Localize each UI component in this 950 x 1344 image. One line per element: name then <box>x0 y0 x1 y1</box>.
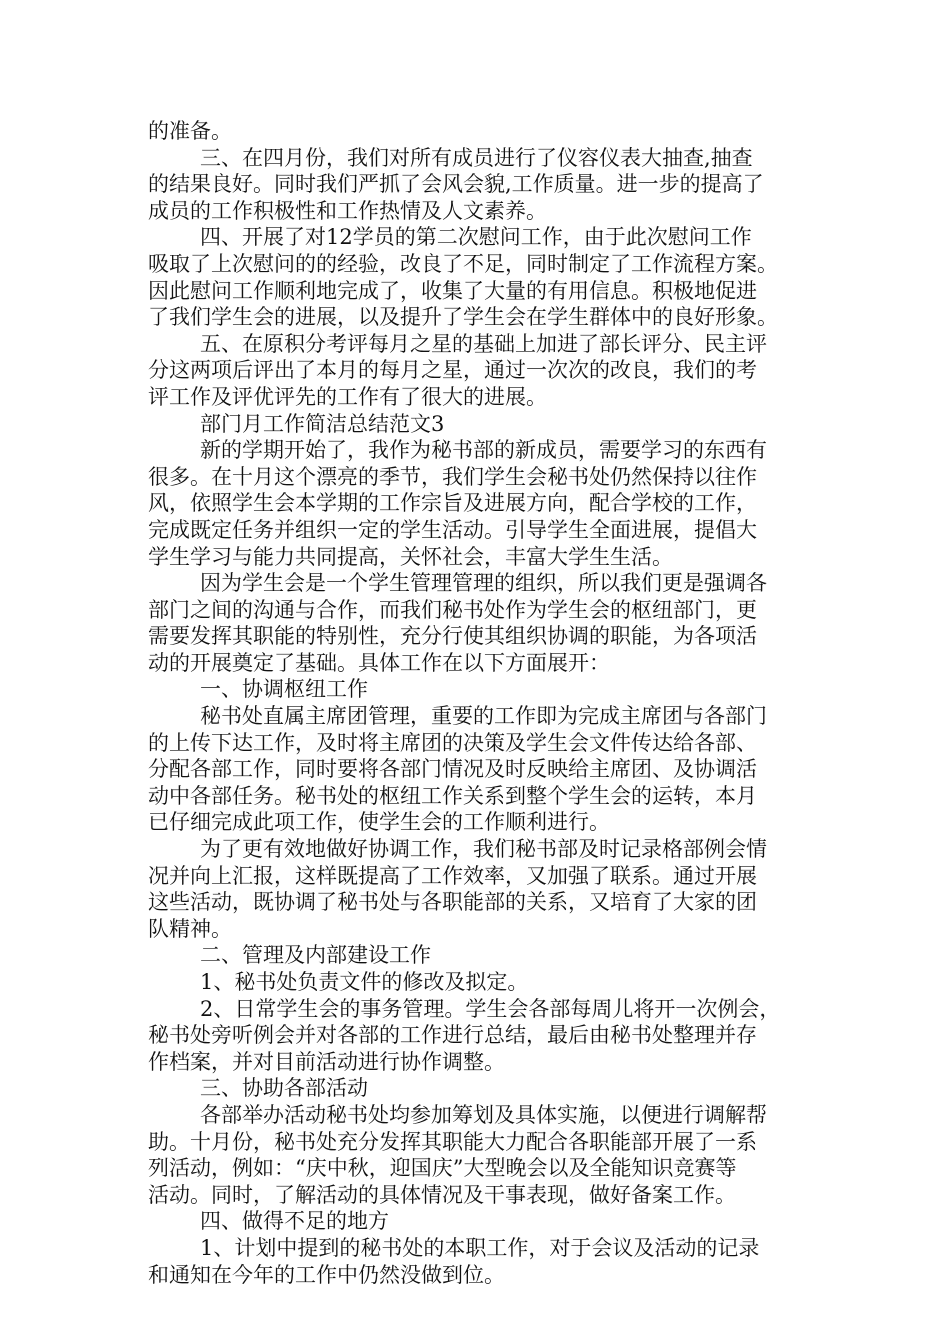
text-line: 助。十月份，秘书处充分发挥其职能大力配合各职能部开展了一系 <box>148 1129 757 1154</box>
text-line: 的准备。 <box>148 119 232 143</box>
text-line: 1、计划中提到的秘书处的本职工作，对于会议及活动的记录 <box>200 1235 760 1260</box>
text-line: 部门月工作简洁总结范文3 <box>200 411 445 436</box>
text-line: 况并向上汇报，这样既提高了工作效率，又加强了联系。通过开展 <box>148 863 757 888</box>
text-line: 三、在四月份，我们对所有成员进行了仪容仪表大抽查,抽查 <box>200 145 753 170</box>
text-line: 动的开展奠定了基础。具体工作在以下方面展开： <box>148 650 610 675</box>
text-line: 各部举办活动秘书处均参加筹划及具体实施，以便进行调解帮 <box>200 1102 767 1127</box>
text-line: 秘书处直属主席团管理，重要的工作即为完成主席团与各部门 <box>200 704 767 729</box>
document-body <box>148 118 808 1288</box>
text-line: 分配各部工作，同时要将各部门情况及时反映给主席团、及协调活 <box>148 757 757 782</box>
text-line: 五、在原积分考评每月之星的基础上加进了部长评分、民主评 <box>200 331 767 356</box>
text-line: 完成既定任务并组织一定的学生活动。引导学生全面进展，提倡大 <box>148 517 757 542</box>
text-line: 的上传下达工作，及时将主席团的决策及学生会文件传达给各部、 <box>148 730 757 755</box>
text-line: 新的学期开始了，我作为秘书部的新成员，需要学习的东西有 <box>200 438 767 463</box>
text-line: 作档案，并对目前活动进行协作调整。 <box>148 1049 505 1074</box>
text-line: 二、管理及内部建设工作 <box>200 943 431 968</box>
text-line: 学生学习与能力共同提高，关怀社会，丰富大学生生活。 <box>148 544 673 569</box>
text-line: 风，依照学生会本学期的工作宗旨及进展方向，配合学校的工作， <box>148 491 757 516</box>
text-line: 四、开展了对12学员的第二次慰问工作，由于此次慰问工作 <box>200 225 752 250</box>
text-line: 1、秘书处负责文件的修改及拟定。 <box>200 970 529 994</box>
text-line: 队精神。 <box>148 916 232 941</box>
text-line: 三、协助各部活动 <box>200 1076 368 1101</box>
text-line: 评工作及评优评先的工作有了很大的进展。 <box>148 384 547 409</box>
text-line: 一、协调枢纽工作 <box>200 677 368 702</box>
text-line: 因此慰问工作顺利地完成了，收集了大量的有用信息。积极地促进 <box>148 278 757 303</box>
text-line: 活动。同时，了解活动的具体情况及干事表现，做好备案工作。 <box>148 1182 736 1207</box>
text-line: 列活动，例如：“庆中秋，迎国庆”大型晚会以及全能知识竞赛等 <box>148 1156 737 1181</box>
text-line: 2、日常学生会的事务管理。学生会各部每周儿将开一次例会， <box>200 996 781 1021</box>
text-line: 部门之间的沟通与合作，而我们秘书处作为学生会的枢纽部门，更 <box>148 597 757 622</box>
text-line: 动中各部任务。秘书处的枢纽工作关系到整个学生会的运转，本月 <box>148 783 757 808</box>
text-line: 很多。在十月这个漂亮的季节，我们学生会秘书处仍然保持以往作 <box>148 464 757 489</box>
text-line: 成员的工作积极性和工作热情及人文素养。 <box>148 198 547 223</box>
text-line: 秘书处旁听例会并对各部的工作进行总结，最后由秘书处整理并存 <box>148 1023 757 1048</box>
text-line: 四、做得不足的地方 <box>200 1209 389 1234</box>
text-line: 和通知在今年的工作中仍然没做到位。 <box>148 1262 505 1287</box>
text-line: 已仔细完成此项工作，使学生会的工作顺利进行。 <box>148 810 610 835</box>
text-line: 了我们学生会的进展，以及提升了学生会在学生群体中的良好形象。 <box>148 305 778 330</box>
text-line: 需要发挥其职能的特别性，充分行使其组织协调的职能，为各项活 <box>148 624 757 649</box>
text-line: 的结果良好。同时我们严抓了会风会貌,工作质量。进一步的提高了 <box>148 172 764 197</box>
text-line: 这些活动，既协调了秘书处与各职能部的关系，又培育了大家的团 <box>148 890 757 915</box>
text-line: 分这两项后评出了本月的每月之星，通过一次次的改良，我们的考 <box>148 358 757 383</box>
text-line: 因为学生会是一个学生管理管理的组织，所以我们更是强调各 <box>200 571 767 596</box>
text-line: 吸取了上次慰问的的经验，改良了不足，同时制定了工作流程方案。 <box>148 251 778 276</box>
text-line: 为了更有效地做好协调工作，我们秘书部及时记录格部例会情 <box>200 837 767 862</box>
